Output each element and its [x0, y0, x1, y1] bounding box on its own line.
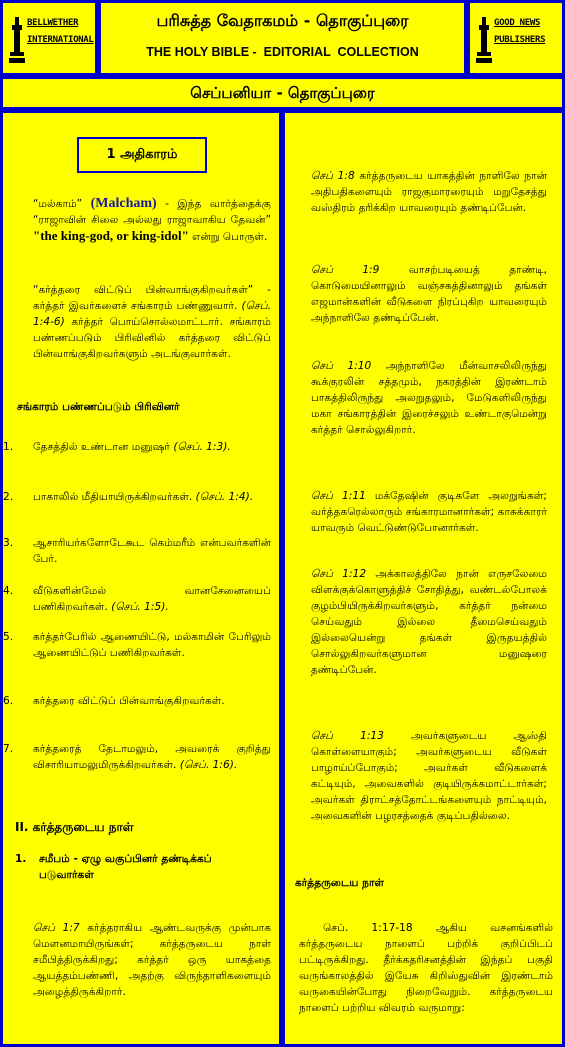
- section2-heading: II. கர்த்தருடைய நாள்: [15, 820, 134, 834]
- para2-b: கர்த்தர் பொய்சொல்லமாட்டார். சங்காரம் பண்ணப்படும் பிரிவினில் கர்த்தரை விட்டுப் பின்வாங்குகிறவர்களும் அடங்குவார்கள்.: [33, 315, 271, 360]
- logo-right-line1: GOOD NEWS: [494, 18, 541, 28]
- lamp-icon: [9, 15, 25, 65]
- section2-subheading: [15, 851, 269, 883]
- section2-sub-text: சமீபம் - ஏழு வகுப்பினர் தண்டிக்கப் படுவார்கள்: [39, 853, 212, 881]
- good-news-logo: [476, 11, 560, 69]
- para2-a: “கர்த்தரை விட்டுப் பின்வாங்குகிறவர்கள்” - கர்த்தர் இவர்களைச் சங்காரம் பண்ணுவார்.: [33, 283, 271, 312]
- list-num: 1.: [3, 441, 14, 453]
- logo-left-line1: BELLWETHER: [27, 18, 79, 28]
- verse-1-12: [311, 566, 547, 678]
- list-item: [3, 583, 271, 615]
- verse-text: வாசற்படியைத் தாண்டி, கொடுமையினாலும் வஞ்சகத்தினாலும் தங்கள் எஜமான்களின் வீடுகளை நிரப்புகிற யாவரையும் அந்நாளிலே தண்டிப்பேன்.: [311, 263, 547, 324]
- list-text: கர்த்தர்பேரில் ஆணையிட்டு, மல்காமின் பேரிலும் ஆணையிட்டுப் பணிகிறவர்கள்.: [33, 631, 271, 659]
- verse-ref: செப் 1:11: [311, 489, 366, 502]
- verse-ref: செப் 1:9: [311, 263, 380, 276]
- lamp-icon: [476, 15, 492, 65]
- list-text: பாகாலில் மீதியாயிருக்கிறவர்கள்.: [33, 491, 193, 503]
- section2-sub-num: 1.: [15, 853, 27, 865]
- list-ref: (செப். 1:4).: [195, 491, 254, 503]
- list-item: [3, 693, 271, 709]
- verse-1-10: [311, 358, 547, 438]
- closing-paragraph: செப். 1:17-18 ஆகிய வசனங்களில் கர்த்தருடைய நாளைப் பற்றிக் குறிப்பிடப் பட்டிருக்கிறது. தீர்க்கதரிசனத்தின் இந்தப் பகுதி வருங்காலத்தில் இயேசு கிறிஸ்துவின் இரண்டாம் வருகையின்போது நிறைவேறும். கர்த்தருடைய நாளைப் பற்றிய விவரம் வருமாறு:: [299, 921, 553, 1014]
- list-item: [3, 629, 271, 661]
- verse-text: கர்த்தராகிய ஆண்டவருக்கு முன்பாக மௌனமாயிருங்கள்; கர்த்தருடைய நாள் சமீபித்திருக்கிறது; கர்த்தர் ஒரு யாகத்தை ஆயத்தம்பண்ணி, அதற்கு விருந்தாளிகளையும் அழைத்திருக்கிறார்.: [33, 921, 271, 998]
- verse-ref: செப் 1:7: [33, 921, 80, 934]
- paragraph-backsliders: [33, 282, 271, 362]
- intro-b: (Malcham): [90, 195, 157, 211]
- list-num: 7.: [3, 743, 14, 755]
- verse-1-7: [33, 920, 271, 1000]
- list-item: [3, 741, 271, 773]
- list-num: 5.: [3, 631, 14, 643]
- lord-day-heading: கர்த்தருடைய நாள்: [295, 877, 385, 889]
- verse-text: அக்காலத்திலே நான் எருசலேமை விளக்குக்கொளுத்திச் சோதித்து, வண்டல்போலக் குழம்பியிருக்கிறவர்களும், கர்த்தர் நன்மை செய்வதும் இல்லை தீமைசெய்வதும் இல்லையென்று தங்கள் இருதயத்தில் சொல்லுகிறவர்களுமான மனுஷரை தண்டிப்பேன்.: [311, 567, 547, 676]
- list-heading: சங்காரம் பண்ணப்படும் பிரிவினர்: [17, 401, 180, 413]
- verse-text: அந்நாளிலே மீன்வாசலிலிருந்து கூக்குரலின் சத்தமும், நகரத்தின் இரண்டாம் பாகத்திலிருந்து அலறுதலும், மேடுகளிலிருந்து மகா சங்காரத்தின் இரைச்சலும் உண்டாகுமென்று கர்த்தர் சொல்லுகிறார்.: [311, 359, 547, 436]
- book-title-bar: [0, 76, 565, 110]
- verse-1-13: [311, 728, 547, 824]
- verse-ref: செப் 1:13: [311, 729, 384, 742]
- list-text: கர்த்தரை விட்டுப் பின்வாங்குகிறவர்கள்.: [33, 695, 225, 707]
- verse-text: மக்தேஷின் குடிகளே அலறுங்கள்; வர்த்தகரெல்லாரும் சங்காரமானார்கள்; காசுக்காரர் யாவரும் வெட்டுண்டுபோனார்கள்.: [311, 489, 547, 534]
- verse-ref: செப் 1:8: [311, 169, 355, 182]
- bellwether-logo: [9, 11, 93, 69]
- list-text: ஆசாரியர்களோடேகூட கெம்மரீம் என்பவர்களின் பேர்.: [33, 537, 271, 565]
- list-ref: (செப். 1:6).: [179, 759, 238, 771]
- header-logo-left-box: [0, 0, 98, 76]
- logo-left-line2: INTERNATIONAL: [27, 35, 94, 45]
- list-num: 3.: [3, 537, 14, 549]
- intro-e: என்று பொருள்.: [192, 230, 268, 243]
- list-item: [3, 535, 271, 567]
- intro-c: - இந்த வார்த்தைக்கு “ராஜாவின் சிலை அல்லது ராஜாவாகிய தேவன்”: [33, 197, 272, 226]
- list-text: வீடுகளின்மேல் வானசேனையைப் பணிகிறவர்கள்.: [33, 585, 271, 613]
- list-text: கர்த்தரைத் தேடாமலும், அவரைக் குறித்து விசாரியாமலுமிருக்கிறவர்கள்.: [33, 743, 271, 771]
- verse-ref: செப் 1:10: [311, 359, 372, 372]
- list-num: 4.: [3, 585, 14, 597]
- list-num: 2.: [3, 491, 14, 503]
- list-ref: (செப். 1:3).: [173, 441, 231, 453]
- list-item: [3, 489, 271, 505]
- list-item: [3, 439, 271, 455]
- para2-ref: (செப். 1:4-6): [33, 299, 272, 328]
- verse-1-8: [311, 168, 547, 216]
- header-title-box: [98, 0, 467, 76]
- intro-paragraph: [33, 196, 271, 245]
- header-logo-right-box: [467, 0, 565, 76]
- intro-a: “மல்காம்”: [33, 197, 83, 210]
- title-tamil: பரிசுத்த வேதாகமம் - தொகுப்புரை: [156, 11, 409, 30]
- title-english: THE HOLY BIBLE - EDITORIAL COLLECTION: [146, 45, 419, 59]
- list-num: 6.: [3, 695, 14, 707]
- chapter-box: 1 அதிகாரம்: [77, 137, 207, 173]
- book-title: செப்பனியா - தொகுப்புரை: [190, 84, 375, 102]
- logo-right-line2: PUBLISHERS: [494, 35, 546, 45]
- verse-ref: செப் 1:12: [311, 567, 367, 580]
- left-column: [0, 110, 282, 1047]
- list-ref: (செப். 1:5).: [111, 601, 169, 613]
- verse-1-11: [311, 488, 547, 536]
- verse-text: கர்த்தருடைய யாகத்தின் நாளிலே நான் அதிபதிகளையும் ராஜகுமாரரையும் மறுதேசத்து வஸ்திரம் தரிக்கிற யாவரையும் தண்டிப்பேன்.: [311, 169, 547, 214]
- intro-d: "the king-god, or king-idol": [33, 227, 189, 243]
- right-column: [282, 110, 565, 1047]
- list-text: தேசத்தில் உண்டான மனுஷர்: [33, 441, 170, 453]
- verse-1-9: [311, 262, 547, 326]
- verse-text: அவர்களுடைய ஆஸ்தி கொள்ளையாகும்; அவர்களுடைய வீடுகள் பாழாய்ப்போகும்; அவர்கள் வீடுகளைக் கட்டியும், அவைகளில் குடியிருக்கமாட்டார்கள்; அவர்கள் திராட்சத்தோட்டங்களையும் நாட்டியும், அவைகளின் பழரசத்தைக் குடிப்பதில்லை.: [311, 729, 547, 822]
